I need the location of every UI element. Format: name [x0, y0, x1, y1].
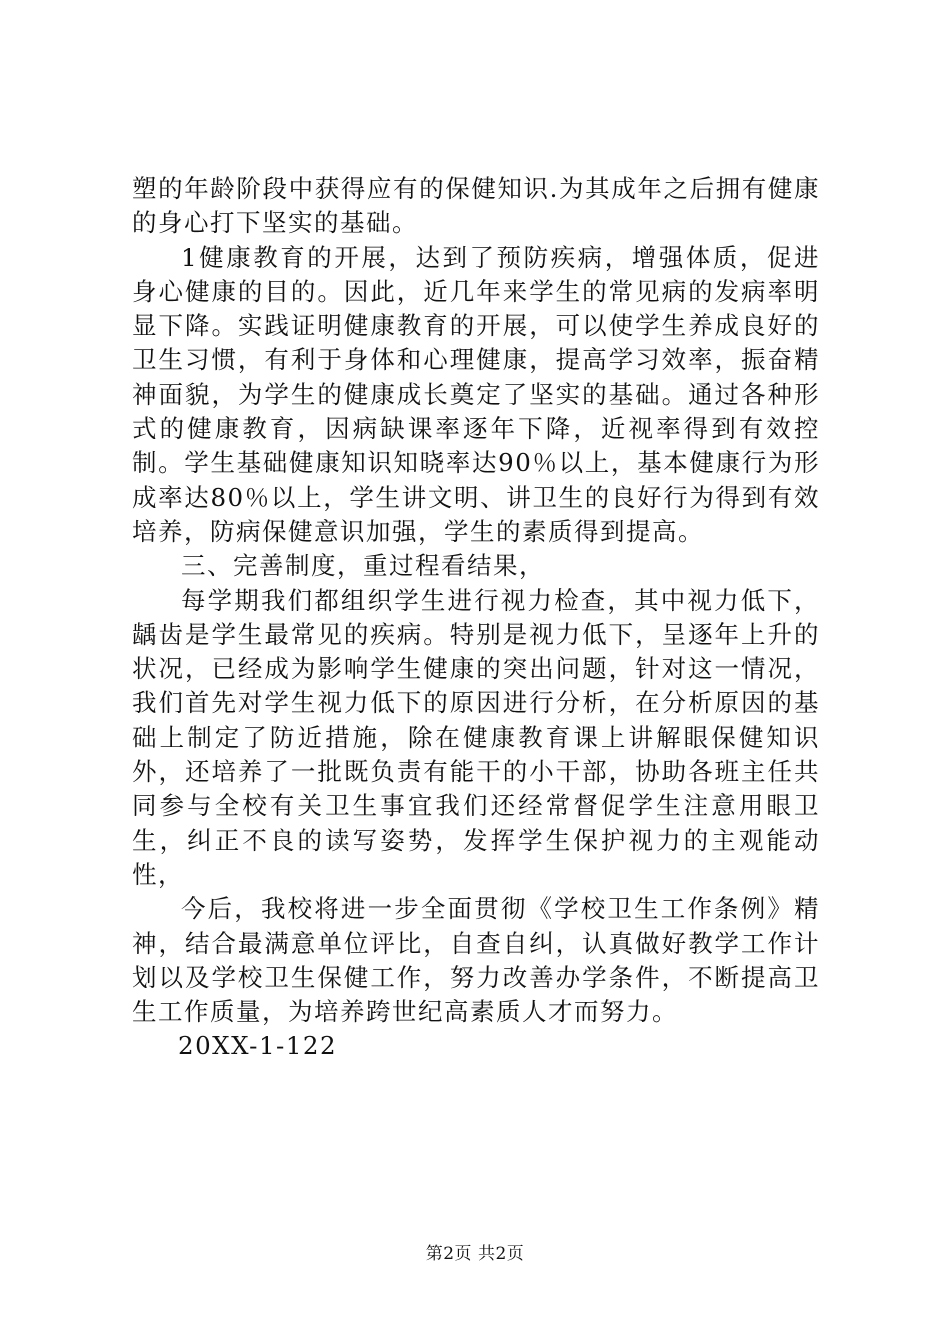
paragraph-future-plans: 今后，我校将进一步全面贯彻《学校卫生工作条例》精神，结合最满意单位评比，自查自纠，认真做好教学工作计划以及学校卫生保健工作，努力改善办学条件，不断提高卫生工作质量，为培养跨世纪高素质人才而努力。: [132, 894, 820, 1027]
section-heading-improve-system: 三、完善制度，重过程看结果，: [181, 551, 545, 581]
document-body: [132, 172, 820, 1064]
paragraph-continuation: 塑的年龄阶段中获得应有的保健知识.为其成年之后拥有健康的身心打下坚实的基础。: [132, 174, 820, 238]
document-date: 20XX-1-122: [178, 1031, 338, 1061]
paragraph-health-education-results: 1健康教育的开展，达到了预防疾病，增强体质，促进身心健康的目的。因此，近几年来学生的常见病的发病率明显下降。实践证明健康教育的开展，可以使学生养成良好的卫生习惯，有利于身体和心理健康，提高学习效率，振奋精神面貌，为学生的健康成长奠定了坚实的基础。通过各种形式的健康教育，因病缺课率逐年下降，近视率得到有效控制。学生基础健康知识知晓率达90％以上，基本健康行为形成率达80％以上，学生讲文明、讲卫生的良好行为得到有效培养，防病保健意识加强，学生的素质得到提高。: [132, 242, 820, 546]
page-footer: 第2页 共2页: [425, 1244, 525, 1264]
paragraph-vision-checks: 每学期我们都组织学生进行视力检查，其中视力低下，龋齿是学生最常见的疾病。特别是视力低下，呈逐年上升的状况，已经成为影响学生健康的突出问题，针对这一情况，我们首先对学生视力低下的原因进行分析，在分析原因的基础上制定了防近措施，除在健康教育课上讲解眼保健知识外，还培养了一批既负责有能干的小干部，协助各班主任共同参与全校有关卫生事宜我们还经常督促学生注意用眼卫生，纠正不良的读写姿势，发挥学生保护视力的主观能动性，: [132, 585, 820, 889]
